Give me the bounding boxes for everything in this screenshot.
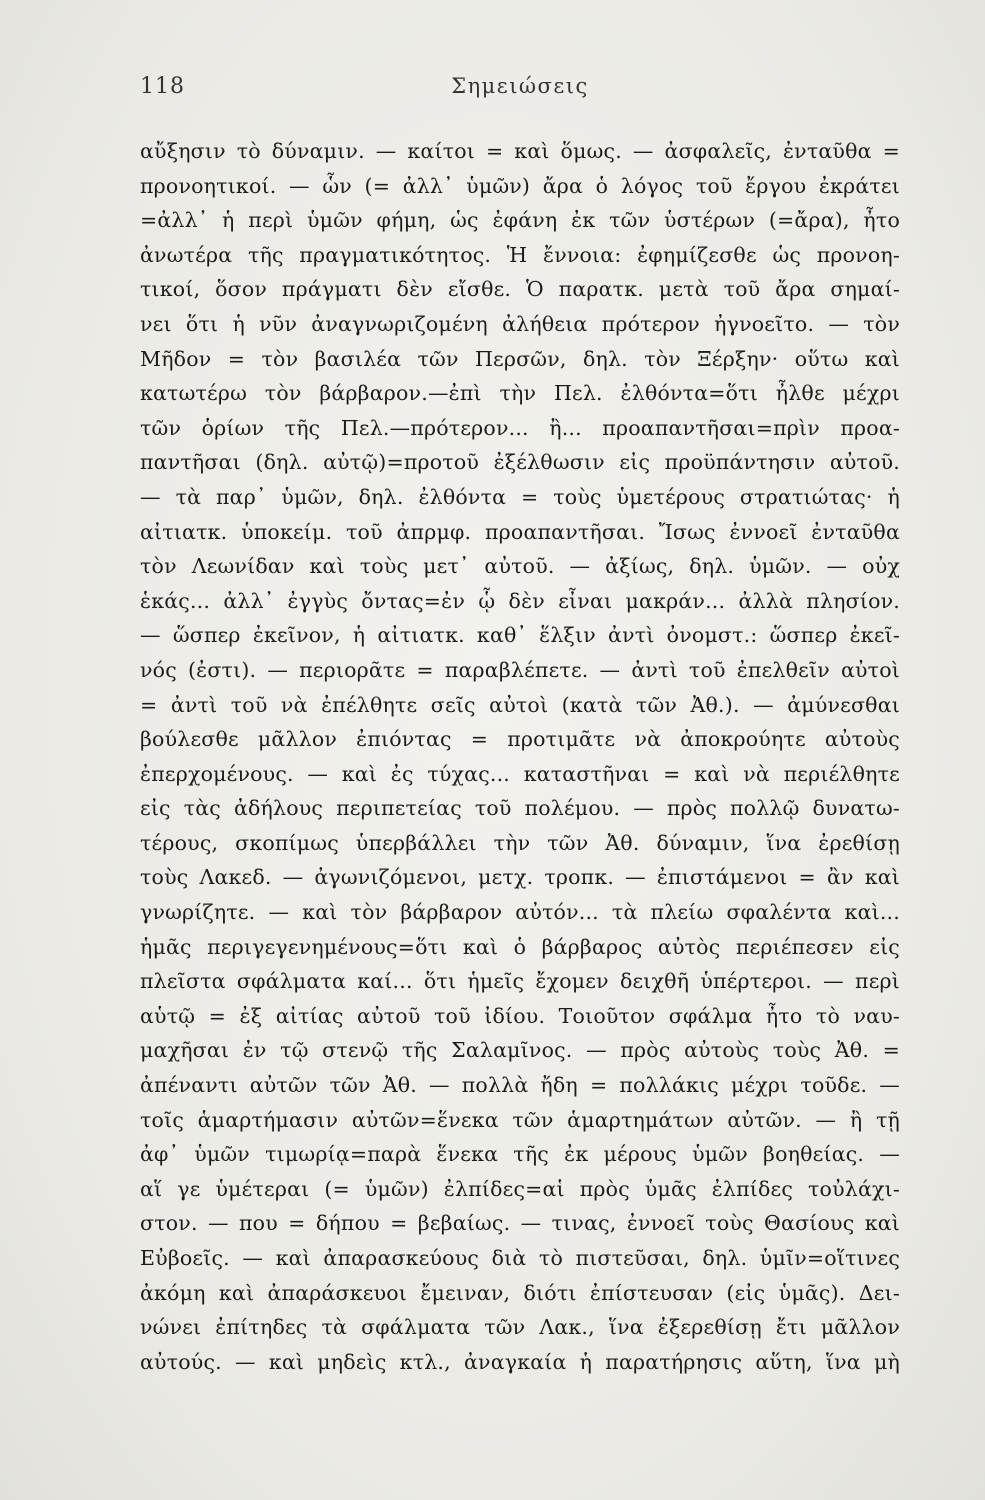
text-line: αὐτούς. — καὶ μηδεὶς κτλ., ἀναγκαία ἡ παρατήρησις αὕτη, ἵνα μὴ bbox=[140, 1349, 900, 1374]
text-line: αἰτιατκ. ὑποκείμ. τοῦ ἀπρμφ. προαπαντῆσαι. Ἴσως ἐννοεῖ ἐνταῦθα bbox=[140, 519, 900, 544]
text-line: τὸν Λεωνίδαν καὶ τοὺς μετ᾽ αὐτοῦ. — ἀξίως, δηλ. ὑμῶν. — οὐχ bbox=[140, 554, 900, 579]
text-line: νός (ἐστι). — περιορᾶτε = παραβλέπετε. — ἀντὶ τοῦ ἐπελθεῖν αὐτοὶ bbox=[140, 657, 900, 682]
text-line: Εὐβοεῖς. — καὶ ἀπαρασκεύους διὰ τὸ πιστεῦσαι, δηλ. ὑμῖν=οἵτινες bbox=[140, 1246, 900, 1270]
text-line: = ἀντὶ τοῦ νὰ ἐπέλθητε σεῖς αὐτοὶ (κατὰ τῶν Ἀθ.). — ἀμύνεσθαι bbox=[140, 692, 900, 717]
text-line: ἐπερχομένους. — καὶ ἐς τύχας... καταστῆναι = καὶ νὰ περιέλθητε bbox=[140, 761, 900, 786]
text-line: τέρους, σκοπίμως ὑπερβάλλει τὴν τῶν Ἀθ. δύναμιν, ἵνα ἐρεθίσῃ bbox=[140, 830, 900, 855]
text-line: μαχῆσαι ἐν τῷ στενῷ τῆς Σαλαμῖνος. — πρὸς αὐτοὺς τοὺς Ἀθ. = bbox=[140, 1038, 900, 1063]
text-line: πλεῖστα σφάλματα καί... ὅτι ἡμεῖς ἔχομεν δειχθῆ ὑπέρτεροι. — περὶ bbox=[140, 969, 900, 994]
text-line: αὑτῷ = ἐξ αἰτίας αὐτοῦ τοῦ ἰδίου. Τοιοῦτον σφάλμα ἦτο τὸ ναυ- bbox=[140, 1003, 900, 1028]
text-line: τοῖς ἁμαρτήμασιν αὐτῶν=ἕνεκα τῶν ἁμαρτημάτων αὐτῶν. — ἢ τῇ bbox=[140, 1107, 900, 1132]
text-line: — τὰ παρ᾽ ὑμῶν, δηλ. ἐλθόντα = τοὺς ὑμετέρους στρατιώτας· ἡ bbox=[140, 484, 900, 509]
running-head: Σημειώσεις bbox=[451, 74, 589, 98]
page-header bbox=[140, 74, 900, 108]
text-line: =ἀλλ᾽ ἡ περὶ ὑμῶν φήμη, ὡς ἐφάνη ἐκ τῶν ὑστέρων (=ἄρα), ἦτο bbox=[140, 208, 900, 233]
text-line: βούλεσθε μᾶλλον ἐπιόντας = προτιμᾶτε νὰ ἀποκρούητε αὐτοὺς bbox=[140, 727, 900, 752]
text-line: προνοητικοί. — ὧν (= ἀλλ᾽ ὑμῶν) ἄρα ὁ λόγος τοῦ ἔργου ἐκράτει bbox=[140, 173, 900, 198]
text-line: νει ὅτι ἡ νῦν ἀναγνωριζομένη ἀλήθεια πρότερον ἠγνοεῖτο. — τὸν bbox=[140, 311, 900, 336]
text-line: παντῆσαι (δηλ. αὐτῷ)=προτοῦ ἐξέλθωσιν εἰς προϋπάντησιν αὐτοῦ. bbox=[140, 450, 900, 475]
text-line: στον. — που = δήπου = βεβαίως. — τινας, ἐννοεῖ τοὺς Θασίους καὶ bbox=[140, 1211, 900, 1236]
text-line: ἀνωτέρα τῆς πραγματικότητος. Ἡ ἔννοια: ἐφημίζεσθε ὡς προνοη- bbox=[140, 242, 900, 267]
text-line: Μῆδον = τὸν βασιλέα τῶν Περσῶν, δηλ. τὸν Ξέρξην· οὕτω καὶ bbox=[140, 346, 900, 371]
text-line: ἡμᾶς περιγεγενημένους=ὅτι καὶ ὁ βάρβαρος αὐτὸς περιέπεσεν εἰς bbox=[140, 934, 900, 959]
text-line: νώνει ἐπίτηδες τὰ σφάλματα τῶν Λακ., ἵνα ἐξερεθίσῃ ἔτι μᾶλλον bbox=[140, 1315, 900, 1340]
text-line: ἀφ᾽ ὑμῶν τιμωρίᾳ=παρὰ ἕνεκα τῆς ἐκ μέρους ὑμῶν βοηθείας. — bbox=[140, 1142, 900, 1167]
text-line: αὔξησιν τὸ δύναμιν. — καίτοι = καὶ ὅμως. — ἀσφαλεῖς, ἐνταῦθα = bbox=[140, 139, 900, 163]
text-line: ἀπέναντι αὐτῶν τῶν Ἀθ. — πολλὰ ἤδη = πολλάκις μέχρι τοῦδε. — bbox=[140, 1073, 900, 1098]
text-line: ἀκόμη καὶ ἀπαράσκευοι ἔμειναν, διότι ἐπίστευσαν (εἰς ὑμᾶς). Δει- bbox=[140, 1280, 900, 1305]
notes-text bbox=[140, 134, 900, 1379]
text-line: τοὺς Λακεδ. — ἀγωνιζόμενοι, μετχ. τροπκ. — ἐπιστάμενοι = ἂν καὶ bbox=[140, 865, 900, 890]
text-line: γνωρίζητε. — καὶ τὸν βάρβαρον αὐτόν... τὰ πλείω σφαλέντα καὶ... bbox=[140, 900, 900, 925]
text-line: τῶν ὁρίων τῆς Πελ.—πρότερον... ἢ... προαπαντῆσαι=πρὶν προα- bbox=[140, 415, 900, 440]
page-number: 118 bbox=[140, 74, 185, 99]
text-line: τικοί, ὅσον πράγματι δὲν εἴσθε. Ὁ παρατκ. μετὰ τοῦ ἄρα σημαί- bbox=[140, 277, 900, 302]
text-line: ἑκάς... ἀλλ᾽ ἐγγὺς ὄντας=ἐν ᾧ δὲν εἶναι μακράν... ἀλλὰ πλησίον. bbox=[140, 588, 900, 613]
text-line: — ὥσπερ ἐκεῖνον, ἡ αἰτιατκ. καθ᾽ ἕλξιν ἀντὶ ὀνομστ.: ὥσπερ ἐκεῖ- bbox=[140, 623, 900, 648]
text-line: εἰς τὰς ἀδήλους περιπετείας τοῦ πολέμου. — πρὸς πολλῷ δυνατω- bbox=[140, 796, 900, 821]
text-line: κατωτέρω τὸν βάρβαρον.—ἐπὶ τὴν Πελ. ἐλθόντα=ὅτι ἦλθε μέχρι bbox=[140, 381, 900, 406]
text-line: αἵ γε ὑμέτεραι (= ὑμῶν) ἐλπίδες=αἱ πρὸς ὑμᾶς ἐλπίδες τοὐλάχι- bbox=[140, 1176, 900, 1201]
